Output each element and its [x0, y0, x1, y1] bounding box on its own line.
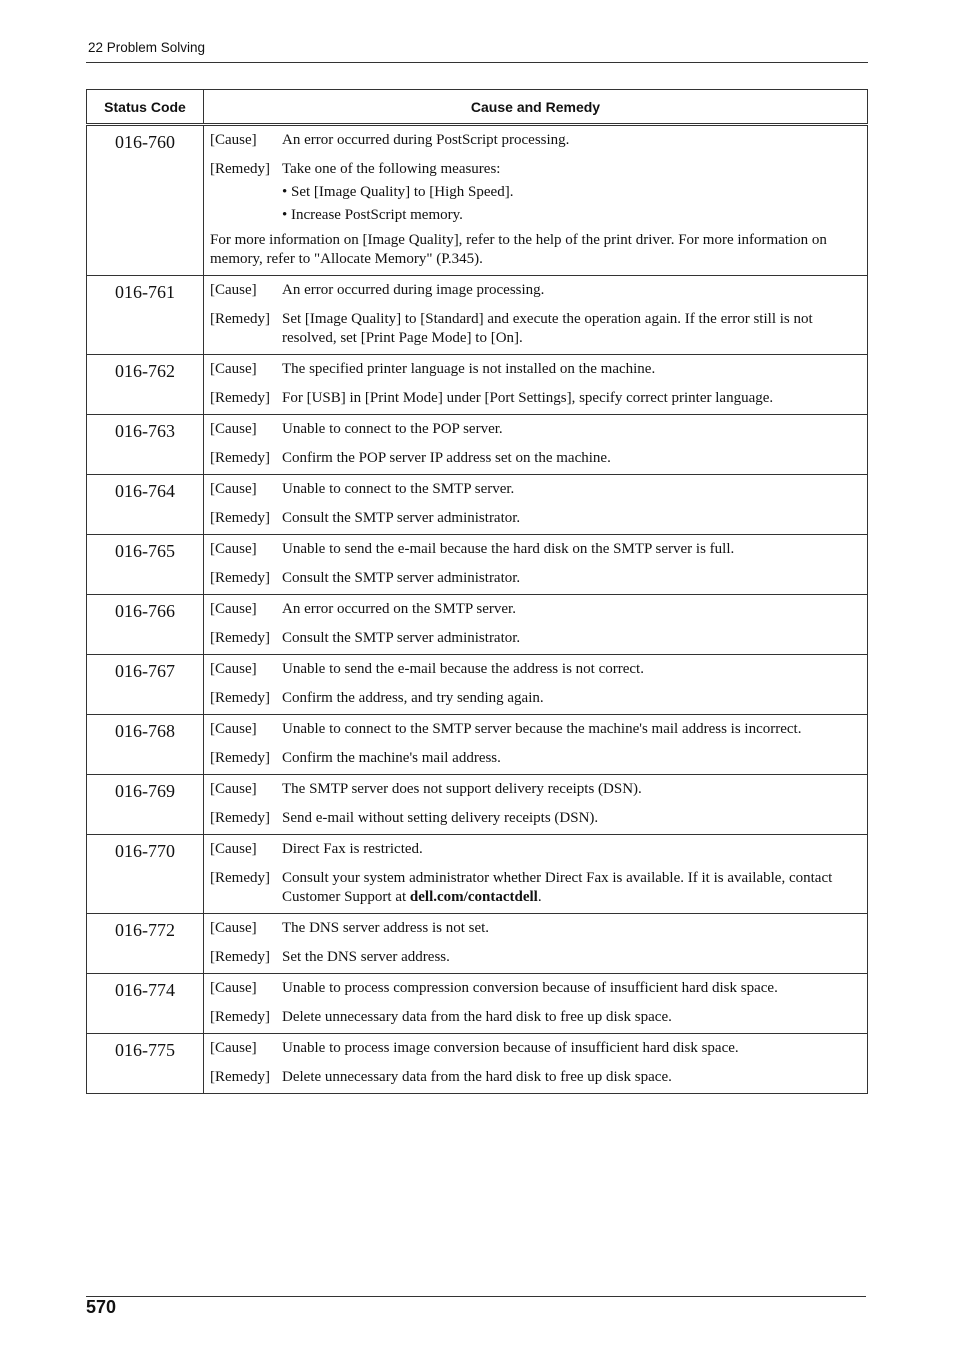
status-code: 016-765	[87, 535, 204, 595]
cause-text: An error occurred during image processing.	[282, 282, 545, 298]
remedy-entry	[210, 689, 861, 708]
remedy-entry	[210, 160, 861, 225]
remedy-body	[282, 948, 861, 967]
cause-tag: [Cause]	[210, 541, 257, 557]
remedy-tag: [Remedy]	[210, 810, 270, 826]
cause-entry	[210, 360, 861, 379]
cause-tag: [Cause]	[210, 721, 257, 737]
remedy-body	[282, 449, 861, 468]
column-header-status-code: Status Code	[87, 90, 204, 125]
remedy-entry	[210, 1068, 861, 1087]
cause-entry	[210, 780, 861, 799]
remedy-text: For [USB] in [Print Mode] under [Port Settings], specify correct printer language.	[282, 390, 774, 406]
cause-tag: [Cause]	[210, 421, 257, 437]
status-code: 016-763	[87, 415, 204, 475]
cause-entry	[210, 281, 861, 300]
cause-remedy-cell	[204, 835, 868, 914]
remedy-body	[282, 1068, 861, 1087]
remedy-entry	[210, 948, 861, 967]
remedy-entry	[210, 389, 861, 408]
cause-remedy-cell	[204, 125, 868, 276]
remedy-text: Take one of the following measures:	[282, 161, 501, 177]
remedy-text: Confirm the machine's mail address.	[282, 750, 501, 766]
cause-tag: [Cause]	[210, 282, 257, 298]
cause-entry	[210, 720, 861, 739]
cause-tag: [Cause]	[210, 661, 257, 677]
remedy-text: Send e-mail without setting delivery receipts (DSN).	[282, 810, 599, 826]
remedy-entry	[210, 809, 861, 828]
support-link-text: dell.com/contactdell	[409, 889, 538, 905]
cause-text: Unable to connect to the SMTP server.	[282, 481, 515, 497]
column-header-cause-remedy: Cause and Remedy	[204, 90, 868, 125]
remedy-body	[282, 809, 861, 828]
table-row	[87, 914, 868, 974]
table-row	[87, 355, 868, 415]
remedy-text: Consult the SMTP server administrator.	[282, 630, 521, 646]
cause-text: An error occurred during PostScript processing.	[282, 132, 570, 148]
table-row	[87, 415, 868, 475]
cause-text: The DNS server address is not set.	[282, 920, 490, 936]
remedy-body	[282, 869, 861, 907]
remedy-text: Consult your system administrator whether Direct Fax is available. If it is available, contact Customer Support at	[282, 870, 833, 905]
cause-text: Unable to connect to the SMTP server because the machine's mail address is incorrect.	[282, 721, 802, 737]
remedy-text-end: .	[537, 889, 542, 905]
running-header: 22 Problem Solving	[88, 40, 206, 55]
table-row	[87, 535, 868, 595]
table-row	[87, 276, 868, 355]
remedy-body	[282, 160, 861, 225]
remedy-body	[282, 1008, 861, 1027]
status-code: 016-760	[87, 125, 204, 276]
remedy-body	[282, 629, 861, 648]
cause-entry	[210, 600, 861, 619]
cause-tag: [Cause]	[210, 980, 257, 996]
cause-remedy-cell	[204, 1034, 868, 1094]
remedy-tag: [Remedy]	[210, 570, 270, 586]
table-row	[87, 1034, 868, 1094]
cause-entry	[210, 840, 861, 859]
bullet-item: • Increase PostScript memory.	[282, 207, 463, 223]
status-code: 016-769	[87, 775, 204, 835]
remedy-text: Consult the SMTP server administrator.	[282, 510, 521, 526]
cause-remedy-cell	[204, 775, 868, 835]
remedy-tag: [Remedy]	[210, 1069, 270, 1085]
cause-entry	[210, 420, 861, 439]
remedy-text: Set the DNS server address.	[282, 949, 450, 965]
cause-text: Unable to send the e-mail because the address is not correct.	[282, 661, 644, 677]
cause-text: An error occurred on the SMTP server.	[282, 601, 516, 617]
cause-entry	[210, 131, 861, 150]
status-code-table	[86, 89, 868, 1094]
header-rule	[86, 62, 868, 63]
cause-text: Direct Fax is restricted.	[282, 841, 423, 857]
remedy-text: Delete unnecessary data from the hard disk to free up disk space.	[282, 1009, 672, 1025]
remedy-text: Set [Image Quality] to [Standard] and execute the operation again. If the error still is not resolved, set [Print Page Mode] to [On].	[282, 311, 813, 346]
table-row	[87, 974, 868, 1034]
remedy-tag: [Remedy]	[210, 870, 270, 886]
cause-text: The specified printer language is not installed on the machine.	[282, 361, 656, 377]
cause-entry	[210, 1039, 861, 1058]
cause-tag: [Cause]	[210, 601, 257, 617]
cause-remedy-cell	[204, 475, 868, 535]
cause-text: Unable to send the e-mail because the hard disk on the SMTP server is full.	[282, 541, 735, 557]
remedy-tag: [Remedy]	[210, 630, 270, 646]
remedy-body	[282, 689, 861, 708]
cause-remedy-cell	[204, 415, 868, 475]
cause-entry	[210, 919, 861, 938]
cause-remedy-cell	[204, 914, 868, 974]
status-code: 016-775	[87, 1034, 204, 1094]
remedy-body	[282, 509, 861, 528]
cause-entry	[210, 480, 861, 499]
remedy-text: Confirm the address, and try sending again.	[282, 690, 544, 706]
table-row	[87, 125, 868, 276]
status-code: 016-761	[87, 276, 204, 355]
cause-text: Unable to connect to the POP server.	[282, 421, 503, 437]
status-code: 016-768	[87, 715, 204, 775]
cause-remedy-cell	[204, 535, 868, 595]
remedy-text: Delete unnecessary data from the hard disk to free up disk space.	[282, 1069, 672, 1085]
remedy-entry	[210, 629, 861, 648]
cause-tag: [Cause]	[210, 781, 257, 797]
cause-remedy-cell	[204, 655, 868, 715]
remedy-body	[282, 389, 861, 408]
remedy-entry	[210, 569, 861, 588]
cause-text: Unable to process image conversion because of insufficient hard disk space.	[282, 1040, 739, 1056]
cause-entry	[210, 540, 861, 559]
cause-remedy-cell	[204, 355, 868, 415]
table-row	[87, 835, 868, 914]
remedy-body	[282, 749, 861, 768]
cause-text: Unable to process compression conversion because of insufficient hard disk space.	[282, 980, 778, 996]
table-row	[87, 715, 868, 775]
cause-remedy-cell	[204, 276, 868, 355]
page-number: 570	[86, 1297, 117, 1317]
remedy-tag: [Remedy]	[210, 690, 270, 706]
remedy-tag: [Remedy]	[210, 450, 270, 466]
remedy-body	[282, 310, 861, 348]
status-code: 016-772	[87, 914, 204, 974]
status-code: 016-766	[87, 595, 204, 655]
remedy-text: Confirm the POP server IP address set on the machine.	[282, 450, 611, 466]
remedy-entry	[210, 310, 861, 348]
cause-tag: [Cause]	[210, 361, 257, 377]
remedy-entry	[210, 749, 861, 768]
status-code: 016-764	[87, 475, 204, 535]
table-row	[87, 655, 868, 715]
cause-remedy-cell	[204, 715, 868, 775]
table-row	[87, 595, 868, 655]
remedy-tag: [Remedy]	[210, 1009, 270, 1025]
cause-text: The SMTP server does not support delivery receipts (DSN).	[282, 781, 642, 797]
remedy-tag: [Remedy]	[210, 750, 270, 766]
cause-remedy-cell	[204, 595, 868, 655]
table-header-row	[87, 90, 868, 125]
table-row	[87, 475, 868, 535]
remedy-tag: [Remedy]	[210, 390, 270, 406]
cause-tag: [Cause]	[210, 132, 257, 148]
table-row	[87, 775, 868, 835]
cause-tag: [Cause]	[210, 481, 257, 497]
cause-tag: [Cause]	[210, 841, 257, 857]
footer-rule	[86, 1296, 866, 1297]
status-code: 016-762	[87, 355, 204, 415]
reference-note: For more information on [Image Quality], refer to the help of the print driver. For more information on memory, refer to "Allocate Memory" (P.345).	[210, 232, 827, 267]
cause-tag: [Cause]	[210, 920, 257, 936]
remedy-tag: [Remedy]	[210, 949, 270, 965]
remedy-body	[282, 569, 861, 588]
status-code: 016-770	[87, 835, 204, 914]
remedy-entry	[210, 509, 861, 528]
remedy-tag: [Remedy]	[210, 510, 270, 526]
cause-entry	[210, 660, 861, 679]
status-code: 016-774	[87, 974, 204, 1034]
cause-tag: [Cause]	[210, 1040, 257, 1056]
remedy-tag: [Remedy]	[210, 311, 270, 327]
cause-remedy-cell	[204, 974, 868, 1034]
remedy-tag: [Remedy]	[210, 161, 270, 177]
cause-entry	[210, 979, 861, 998]
remedy-text: Consult the SMTP server administrator.	[282, 570, 521, 586]
bullet-item: • Set [Image Quality] to [High Speed].	[282, 184, 514, 200]
remedy-entry	[210, 449, 861, 468]
remedy-entry	[210, 1008, 861, 1027]
remedy-entry	[210, 869, 861, 907]
status-code: 016-767	[87, 655, 204, 715]
